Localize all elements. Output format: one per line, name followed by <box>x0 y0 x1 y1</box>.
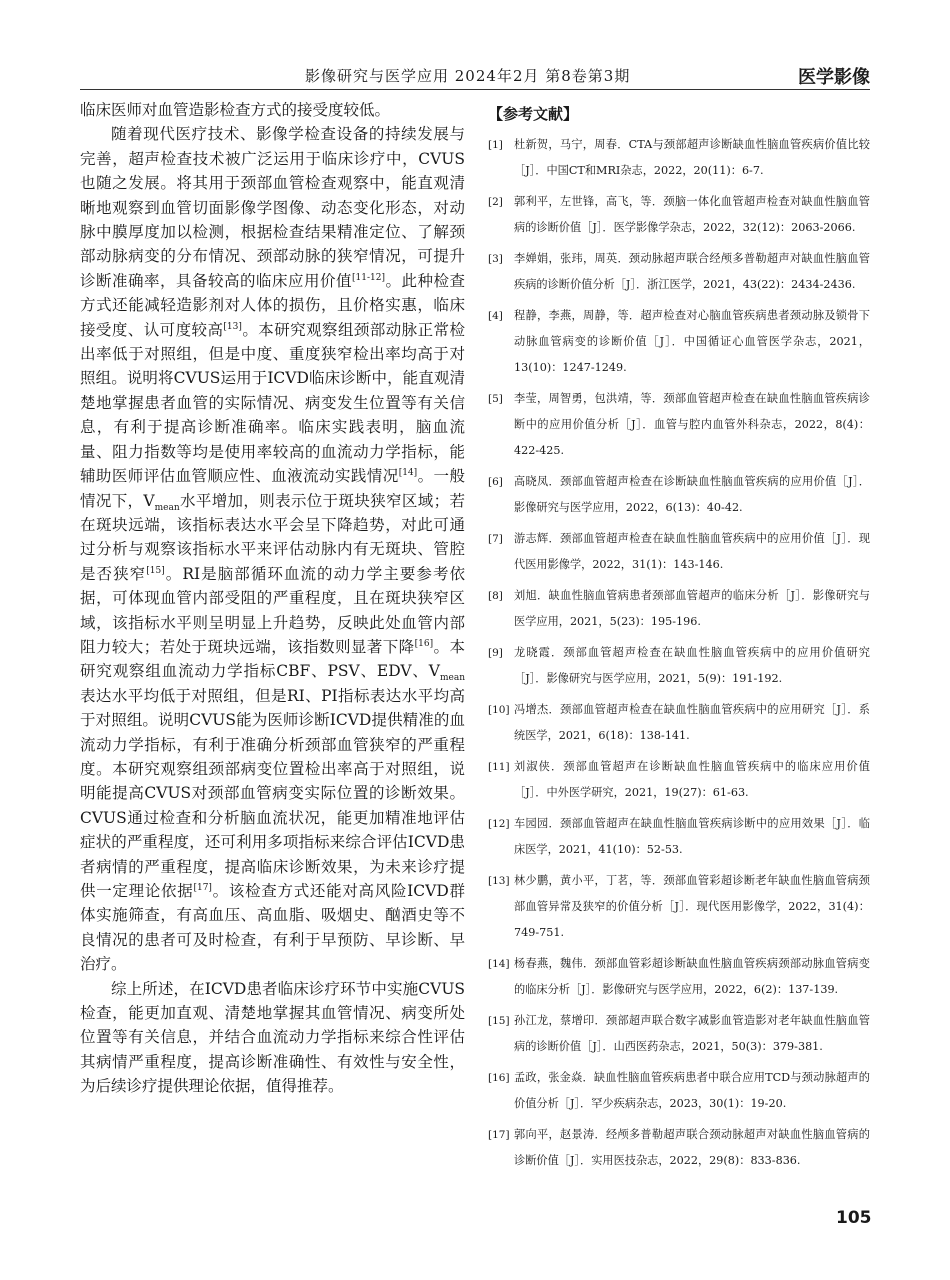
reference-item <box>488 246 870 298</box>
citation: [15] <box>146 565 165 576</box>
reference-text: 孙江龙，蔡增印．颈部超声联合数字减影血管造影对老年缺血性脑血管病的诊断价值［J］．山西医药杂志，2021，50(3)：379-381. <box>514 1014 870 1053</box>
paragraph-discussion <box>80 122 465 976</box>
section-title: 医学影像 <box>798 67 870 88</box>
reference-number: [4] <box>488 310 503 322</box>
reference-number: [7] <box>488 533 503 545</box>
reference-number: [8] <box>488 590 503 602</box>
reference-item <box>488 754 870 806</box>
reference-list <box>488 132 870 1174</box>
reference-text: 郭向平，赵景涛．经颅多普勒超声联合颈动脉超声对缺血性脑血管病的诊断价值［J］．实用医技杂志，2022，29(8)：833-836. <box>514 1128 870 1167</box>
text-segment: 。本研究观察组血流动力学指标CBF、PSV、EDV、V <box>80 637 465 681</box>
paragraph-continuation: 临床医师对血管造影检查方式的接受度较低。 <box>80 101 391 119</box>
reference-item <box>488 386 870 464</box>
citation: [14] <box>398 467 418 478</box>
reference-number: [14] <box>488 958 510 970</box>
reference-item <box>488 132 870 184</box>
text-segment: 。此种检查方式还能减轻造影剂对人体的损伤，且价格实惠，临床接受度、认可度较高 <box>80 271 465 339</box>
reference-text: 李婵娟，张玮，周英．颈动脉超声联合经颅多普勒超声对缺血性脑血管疾病的诊断价值分析［J］．浙江医学，2021，43(22)：2434-2436. <box>514 252 870 291</box>
text-segment: 随着现代医疗技术、影像学检查设备的持续发展与完善，超声检查技术被广泛运用于临床诊疗中，CVUS也随之发展。将其用于颈部血管检查观察中，能直观清晰地观察到血管切面影像学图像、动态变化形态，对动脉中膜厚度加以检测，根据检查结果精准定位、了解颈部动脉病变的分布情况、颈部动脉的狭窄情况，可提升诊断准确率，具备较高的临床应用价值 <box>80 125 465 290</box>
reference-number: [6] <box>488 476 503 488</box>
reference-text: 郭利平，左世锋，高飞，等．颈脑一体化血管超声检查对缺血性脑血管病的诊断价值［J］．医学影像学杂志，2022，32(12)：2063-2066. <box>514 195 870 234</box>
reference-text: 杜新贺，马宁，周春．CTA与颈部超声诊断缺血性脑血管疾病价值比较［J］．中国CT和MRI杂志，2022，20(11)：6-7. <box>514 138 870 177</box>
reference-text: 游志辉．颈部血管超声检查在缺血性脑血管疾病中的应用价值［J］．现代医用影像学，2022，31(1)：143-146. <box>514 532 870 571</box>
reference-item <box>488 303 870 381</box>
reference-item <box>488 469 870 521</box>
reference-text: 高晓凤．颈部血管超声检查在诊断缺血性脑血管疾病的应用价值［J］．影像研究与医学应用，2022，6(13)：40-42. <box>514 475 870 514</box>
reference-number: [15] <box>488 1015 510 1027</box>
citation: [16] <box>414 638 434 649</box>
page-number: 105 <box>836 1208 872 1228</box>
reference-item <box>488 951 870 1003</box>
subscript: mean <box>154 502 180 513</box>
citation: [11-12] <box>352 272 385 283</box>
reference-number: [2] <box>488 196 503 208</box>
references-column <box>488 103 870 1178</box>
reference-text: 孟政，张金焱．缺血性脑血管疾病患者中联合应用TCD与颈动脉超声的价值分析［J］．罕少疾病杂志，2023，30(1)：19-20. <box>514 1071 870 1110</box>
reference-number: [5] <box>488 393 503 405</box>
reference-number: [12] <box>488 818 510 830</box>
reference-number: [9] <box>488 647 503 659</box>
reference-text: 程静，李燕，周静，等．超声检查对心脑血管疾病患者颈动脉及锁骨下动脉血管病变的诊断价值［J］．中国循证心血管医学杂志，2021，13(10)：1247-1249. <box>514 309 870 374</box>
reference-number: [1] <box>488 139 503 151</box>
paragraph-conclusion: 综上所述，在ICVD患者临床诊疗环节中实施CVUS检查，能更加直观、清楚地掌握其血管情况、病变所处位置等有关信息，并结合血流动力学指标来综合性评估其病情严重程度，提高诊断准确性、有效性与安全性，为后续诊疗提供理论依据，值得推荐。 <box>80 979 465 1096</box>
reference-item <box>488 697 870 749</box>
reference-item <box>488 583 870 635</box>
reference-text: 林少鹏，黄小平，丁茗，等．颈部血管彩超诊断老年缺血性脑血管病颈部血管异常及狭窄的价值分析［J］．现代医用影像学，2022，31(4)：749-751. <box>514 874 870 939</box>
reference-text: 刘旭．缺血性脑血管病患者颈部血管超声的临床分析［J］．影像研究与医学应用，2021，5(23)：195-196. <box>514 589 870 628</box>
reference-text: 杨春燕，魏伟．颈部血管彩超诊断缺血性脑血管疾病颈部动脉血管病变的临床分析［J］．影像研究与医学应用，2022，6(2)：137-139. <box>514 957 870 996</box>
reference-number: [17] <box>488 1129 510 1141</box>
reference-number: [13] <box>488 875 510 887</box>
reference-number: [10] <box>488 704 510 716</box>
reference-text: 冯增杰．颈部血管超声检查在缺血性脑血管疾病中的应用研究［J］．系统医学，2021，6(18)：138-141. <box>514 703 870 742</box>
text-segment: 水平增加，则表示位于斑块狭窄区域；若在斑块远端，该指标表达水平会呈下降趋势，对此可通过分析与观察该指标水平来评估动脉内有无斑块、管腔是否狭窄 <box>80 491 465 583</box>
reference-text: 龙晓霞．颈部血管超声检查在缺血性脑血管疾病中的应用价值研究［J］．影像研究与医学应用，2021，5(9)：191-192. <box>514 646 870 685</box>
text-segment: 。该检查方式还能对高风险ICVD群体实施筛查，有高血压、高血脂、吸烟史、酗酒史等不良情况的患者可及时检查，有利于早预防、早诊断、早治疗。 <box>80 882 465 974</box>
reference-text: 刘淑侠．颈部血管超声在诊断缺血性脑血管疾病中的临床应用价值［J］．中外医学研究，2021，19(27)：61-63. <box>514 760 870 799</box>
reference-number: [3] <box>488 253 503 265</box>
reference-item <box>488 1008 870 1060</box>
reference-number: [16] <box>488 1072 510 1084</box>
subscript: mean <box>439 673 465 684</box>
journal-issue: 影像研究与医学应用 2024年2月 第8卷第3期 <box>305 67 631 85</box>
reference-text: 李莹，周智勇，包洪靖，等．颈部血管超声检查在缺血性脑血管疾病诊断中的应用价值分析［J］．血管与腔内血管外科杂志，2022，8(4)：422-425. <box>514 392 870 457</box>
reference-text: 车园园．颈部血管超声在缺血性脑血管疾病诊断中的应用效果［J］．临床医学，2021，41(10)：52-53. <box>514 817 870 856</box>
header-divider <box>80 89 870 90</box>
reference-item <box>488 1122 870 1174</box>
running-header <box>80 60 870 90</box>
text-segment: 。RI是脑部循环血流的动力学主要参考依据，可体现血管内部受阻的严重程度，且在斑块狭窄区域，该指标水平则呈明显上升趋势，反映此处血管内部阻力较大；若处于斑块远端，该指数则显著下降 <box>80 564 465 656</box>
citation: [13] <box>223 321 242 332</box>
reference-item <box>488 526 870 578</box>
text-segment: 表达水平均低于对照组，但是RI、PI指标表达水平均高于对照组。说明CVUS能为医师诊断ICVD提供精准的血流动力学指标，有利于准确分析颈部血管狭窄的严重程度。本研究观察组颈部病变位置检出率高于对照组，说明能提高CVUS对颈部血管病变实际位置的诊断效果。CVUS通过检查和分析脑血流状况，能更加精准地评估症状的严重程度，还可利用多项指标来综合评估ICVD患者病情的严重程度，提高临床诊断效果，为未来诊疗提供一定理论依据 <box>80 686 465 900</box>
references-title: 【参考文献】 <box>488 105 579 123</box>
citation: [17] <box>193 882 212 893</box>
reference-item <box>488 640 870 692</box>
text-segment: 。一般情况下，V <box>80 467 465 510</box>
text-segment: 。本研究观察组颈部动脉正常检出率低于对照组，但是中度、重度狭窄检出率均高于对照组。说明将CVUS运用于ICVD临床诊断中，能直观清楚地掌握患者血管的实际情况、病变发生位置等有关信息，有利于提高诊断准确率。临床实践表明，脑血流量、阻力指数等均是使用率较高的血流动力学指标，能辅助医师评估血管顺应性、血液流动实践情况 <box>80 320 465 486</box>
reference-item <box>488 868 870 946</box>
reference-item <box>488 1065 870 1117</box>
reference-item <box>488 189 870 241</box>
reference-item <box>488 811 870 863</box>
reference-number: [11] <box>488 761 510 773</box>
body-text-column <box>80 98 465 1178</box>
